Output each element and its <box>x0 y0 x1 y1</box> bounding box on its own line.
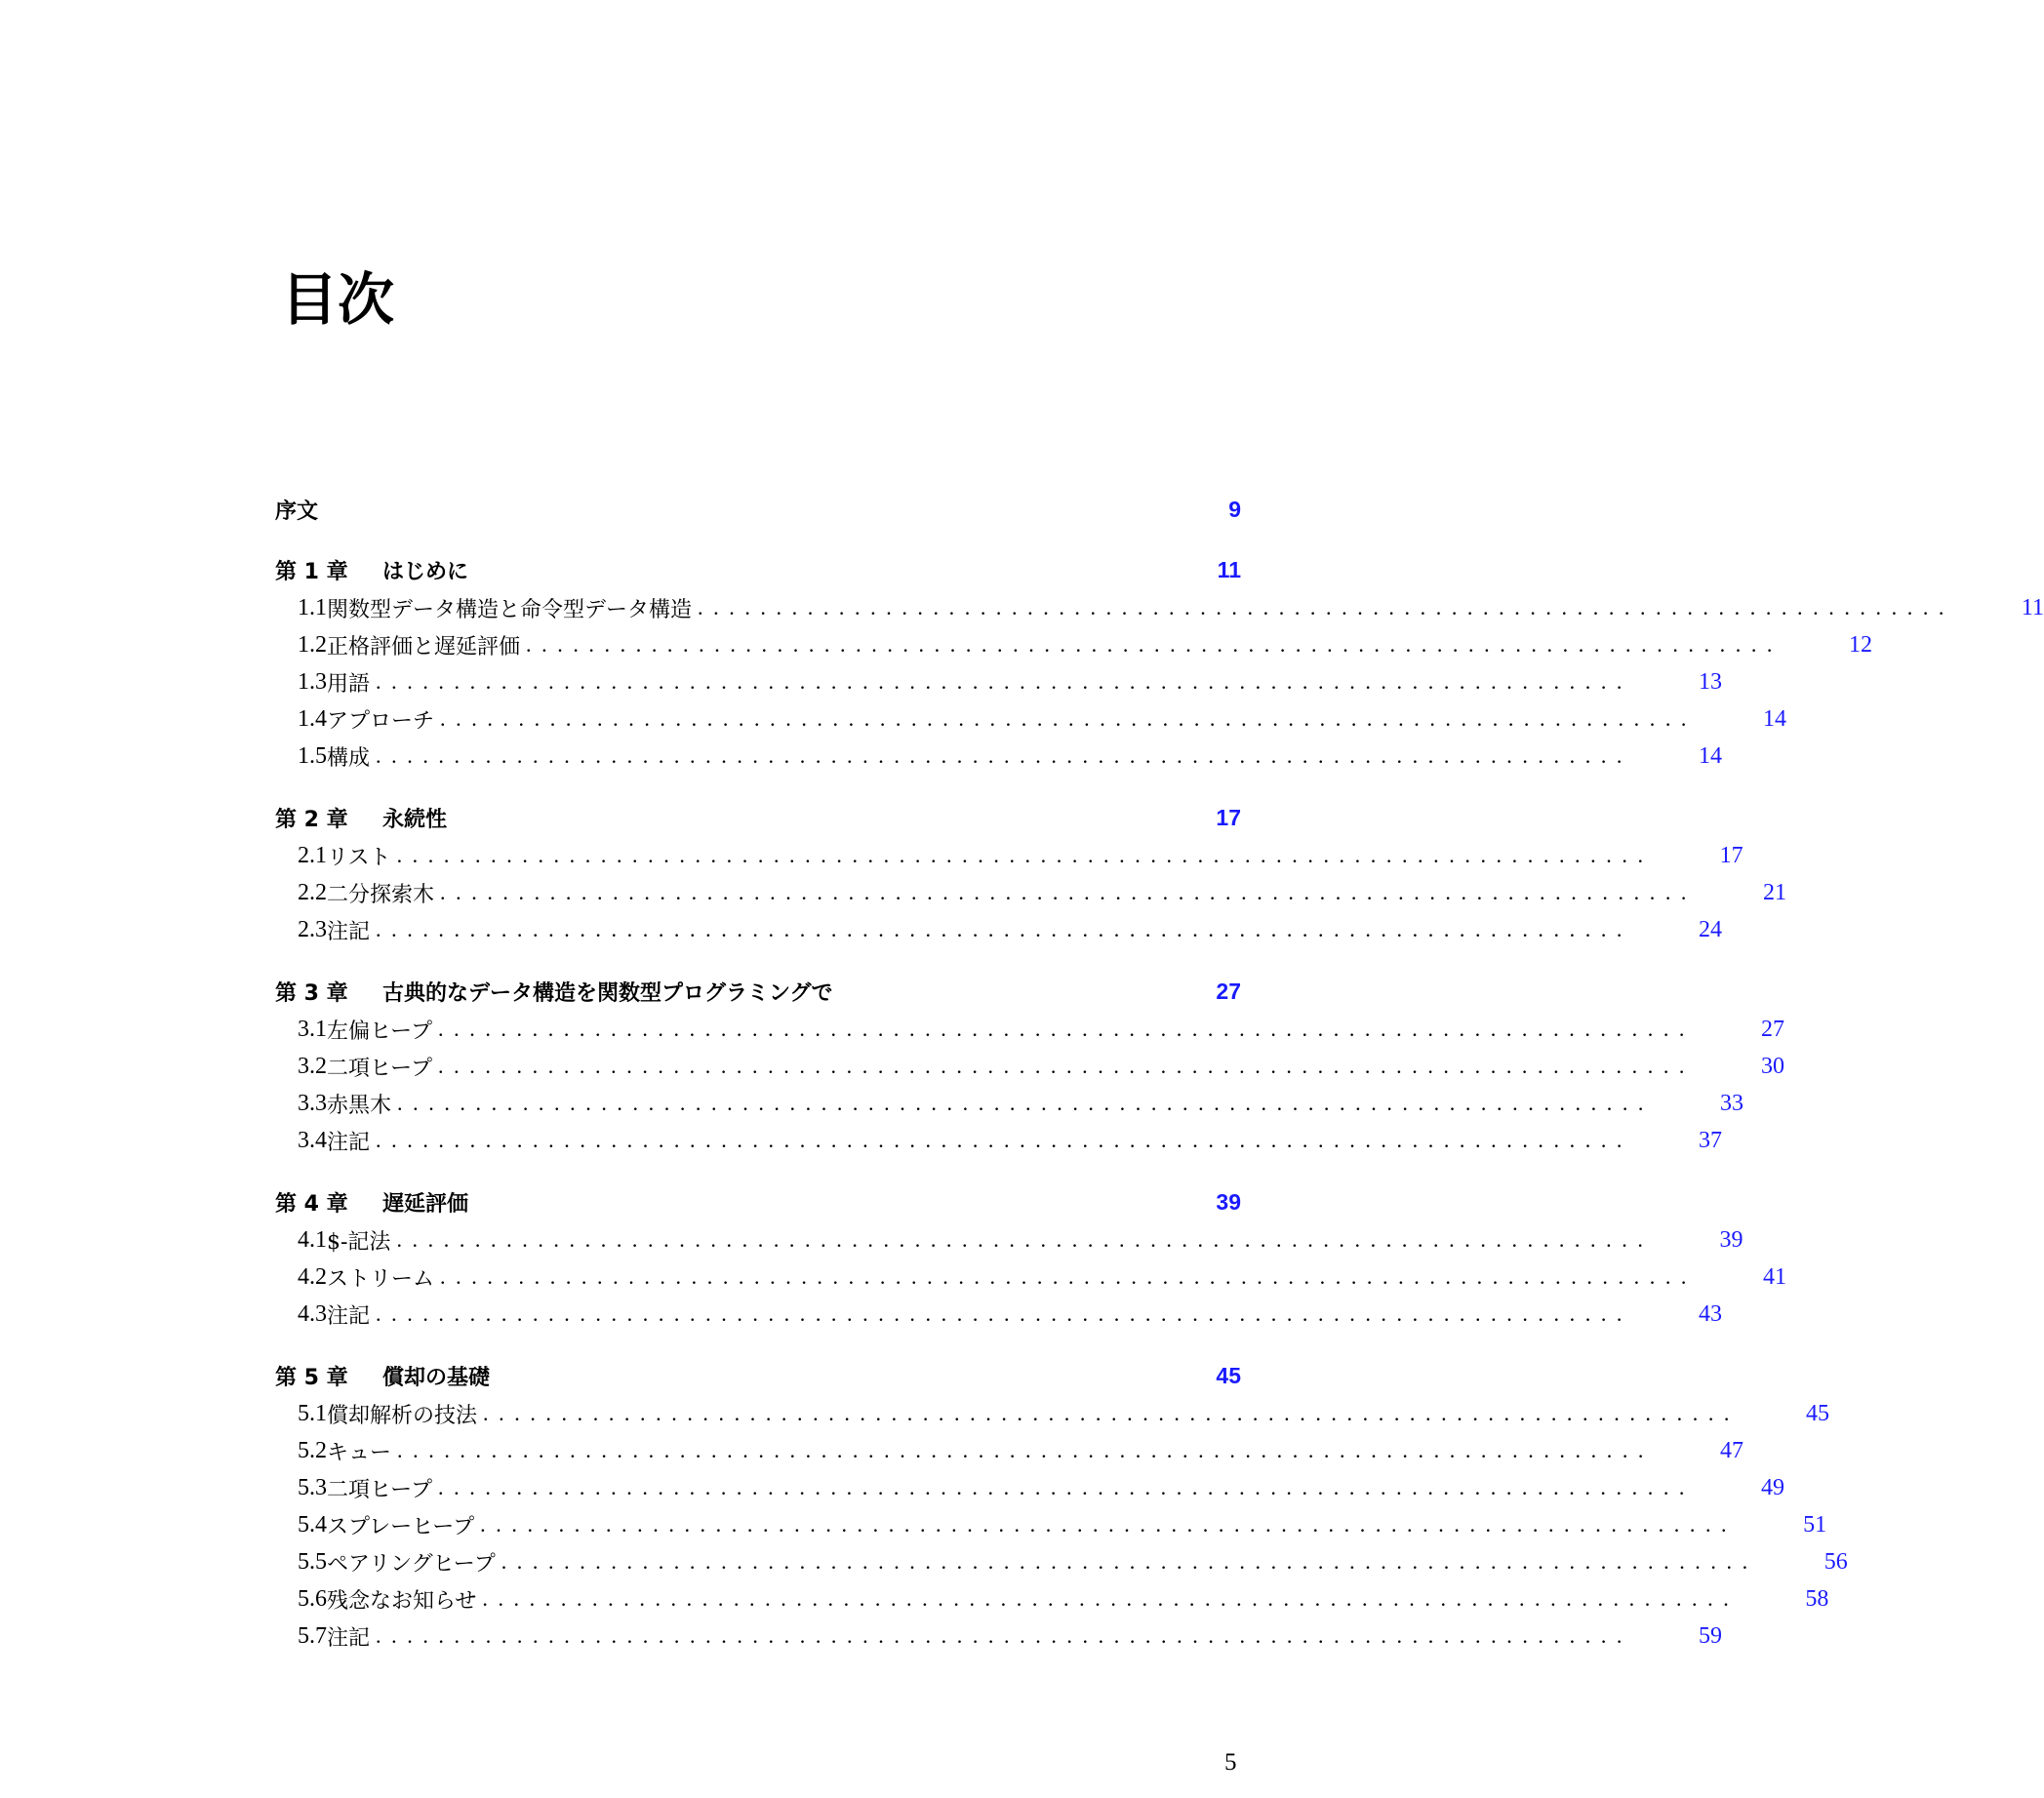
dot-leader: ................................................................................ <box>376 669 1633 694</box>
section-title: 注記 <box>327 1130 371 1155</box>
section-page-link[interactable]: 12 <box>1849 631 1873 658</box>
section-number: 3.1 <box>298 1016 327 1042</box>
section-number: 3.3 <box>298 1090 327 1116</box>
section-number: 1.3 <box>298 668 327 695</box>
toc-chapter-entry[interactable] <box>275 1356 1241 1395</box>
dot-leader: ................................................................................ <box>376 1128 1633 1152</box>
section-title: 用語 <box>327 671 371 697</box>
toc-section-entry[interactable] <box>275 1258 1787 1297</box>
toc-section-entry[interactable] <box>275 1047 1785 1086</box>
toc-section-entry[interactable] <box>275 1579 1829 1618</box>
dot-leader: ................................................................................ <box>438 1017 1696 1041</box>
section-title: スプレーヒープ <box>327 1514 475 1539</box>
chapter-page-link[interactable]: 45 <box>1216 1362 1241 1388</box>
section-number: 2.3 <box>298 916 327 942</box>
toc-section-entry[interactable] <box>275 1542 1848 1581</box>
section-number: 5.4 <box>298 1511 327 1538</box>
section-title: 正格評価と遅延評価 <box>327 634 521 659</box>
section-page-link[interactable]: 30 <box>1761 1053 1785 1079</box>
section-title: 償却解析の技法 <box>327 1403 478 1428</box>
section-page-link[interactable]: 49 <box>1761 1474 1785 1500</box>
section-title: 赤黒木 <box>327 1093 392 1118</box>
section-page-link[interactable]: 47 <box>1720 1437 1744 1463</box>
section-number: 2.1 <box>298 842 327 868</box>
section-title: $-記法 <box>327 1229 391 1255</box>
section-page-link[interactable]: 17 <box>1719 842 1743 868</box>
section-number: 5.5 <box>298 1548 327 1575</box>
toc-section-entry[interactable] <box>275 873 1787 912</box>
dot-leader: ................................................................................ <box>396 843 1654 867</box>
section-number: 5.3 <box>298 1474 327 1500</box>
preface-page-link[interactable]: 9 <box>1228 496 1241 522</box>
dot-leader: ................................................................................ <box>376 1623 1633 1648</box>
dot-leader: ................................................................................ <box>397 1438 1655 1462</box>
dot-leader: ................................................................................ <box>480 1512 1738 1537</box>
chapter-title: 古典的なデータ構造を関数型プログラミングで <box>382 980 833 1006</box>
dot-leader: ................................................................................ <box>440 1264 1698 1289</box>
chapter-title: 遅延評価 <box>382 1191 469 1217</box>
section-page-link[interactable]: 24 <box>1699 916 1723 942</box>
section-title: アプローチ <box>327 708 435 734</box>
toc-section-entry[interactable] <box>275 1617 1723 1656</box>
chapter-number: 第 2 章 <box>275 807 348 832</box>
section-title: 構成 <box>327 745 371 771</box>
section-title: 左偏ヒープ <box>327 1019 433 1044</box>
section-title: 二項ヒープ <box>327 1477 433 1502</box>
section-number: 1.1 <box>298 594 327 620</box>
dot-leader: ................................................................................ <box>526 632 1783 657</box>
section-page-link[interactable]: 37 <box>1699 1127 1723 1153</box>
section-number: 2.2 <box>298 879 327 905</box>
section-number: 5.7 <box>298 1622 327 1649</box>
section-page-link[interactable]: 51 <box>1803 1511 1827 1538</box>
section-page-link[interactable]: 45 <box>1806 1400 1830 1426</box>
section-page-link[interactable]: 27 <box>1761 1016 1785 1042</box>
section-number: 5.6 <box>298 1585 327 1612</box>
toc-chapter-entry[interactable] <box>275 972 1241 1011</box>
section-title: 二分探索木 <box>327 882 435 907</box>
section-title: ストリーム <box>327 1266 435 1292</box>
toc-section-entry[interactable] <box>275 1010 1785 1049</box>
toc-section-entry[interactable] <box>275 1468 1785 1507</box>
section-title: 注記 <box>327 1625 371 1651</box>
section-title: リスト <box>327 845 391 870</box>
section-page-link[interactable]: 39 <box>1719 1226 1743 1253</box>
section-number: 1.2 <box>298 631 327 658</box>
section-page-link[interactable]: 33 <box>1720 1090 1744 1116</box>
toc-section-entry[interactable] <box>275 836 1743 875</box>
toc-section-entry[interactable] <box>275 1505 1827 1544</box>
section-title: 注記 <box>327 919 371 944</box>
toc-section-entry[interactable] <box>275 1394 1830 1433</box>
chapter-title: はじめに <box>382 559 469 584</box>
toc-section-entry[interactable] <box>275 910 1723 949</box>
section-title: 注記 <box>327 1303 371 1329</box>
dot-leader: ................................................................................ <box>376 917 1633 941</box>
section-number: 4.1 <box>298 1226 327 1253</box>
preface-title: 序文 <box>275 499 319 524</box>
dot-leader: ................................................................................ <box>483 1401 1741 1425</box>
dot-leader: ................................................................................ <box>482 1586 1740 1611</box>
section-number: 4.2 <box>298 1263 327 1290</box>
toc-section-entry[interactable] <box>275 737 1723 776</box>
dot-leader: ................................................................................ <box>501 1549 1758 1574</box>
section-page-link[interactable]: 11 <box>2021 594 2044 620</box>
section-title: 二項ヒープ <box>327 1056 433 1081</box>
toc-section-entry[interactable] <box>275 1431 1744 1470</box>
chapter-number: 第 3 章 <box>275 980 348 1006</box>
toc-section-entry[interactable] <box>275 1121 1723 1160</box>
section-page-link[interactable]: 41 <box>1763 1263 1787 1290</box>
section-page-link[interactable]: 14 <box>1763 705 1787 732</box>
section-number: 3.2 <box>298 1053 327 1079</box>
section-number: 3.4 <box>298 1127 327 1153</box>
chapter-page-link[interactable]: 11 <box>1217 556 1241 582</box>
toc-chapter-entry[interactable] <box>275 550 1241 589</box>
toc-chapter-entry[interactable] <box>275 798 1241 837</box>
dot-leader: ................................................................................ <box>376 743 1633 768</box>
section-page-link[interactable]: 13 <box>1699 668 1723 695</box>
chapter-title: 償却の基礎 <box>382 1365 491 1390</box>
toc-section-entry[interactable] <box>275 699 1787 739</box>
section-number: 5.1 <box>298 1400 327 1426</box>
dot-leader: ................................................................................ <box>440 706 1698 731</box>
section-page-link[interactable]: 56 <box>1824 1548 1848 1575</box>
dot-leader: ................................................................................ <box>376 1301 1633 1326</box>
chapter-number: 第 1 章 <box>275 559 348 584</box>
chapter-title: 永続性 <box>382 807 448 832</box>
toc-section-entry[interactable] <box>275 1084 1744 1123</box>
section-title: ペアリングヒープ <box>327 1551 496 1577</box>
section-page-link[interactable]: 14 <box>1699 742 1723 769</box>
toc-preface-entry[interactable] <box>275 490 1241 529</box>
dot-leader: ................................................................................ <box>698 595 1955 619</box>
toc-section-entry[interactable] <box>275 662 1723 701</box>
dot-leader: ................................................................................ <box>397 1091 1655 1115</box>
chapter-page-link[interactable]: 27 <box>1216 978 1241 1004</box>
section-page-link[interactable]: 58 <box>1805 1585 1829 1612</box>
toc-section-entry[interactable] <box>275 588 2044 627</box>
page-title: 目次 <box>281 266 395 333</box>
section-title: キュー <box>327 1440 392 1465</box>
toc-section-entry[interactable] <box>275 625 1873 664</box>
toc-chapter-entry[interactable] <box>275 1182 1241 1221</box>
toc-section-entry[interactable] <box>275 1220 1743 1259</box>
dot-leader: ................................................................................ <box>396 1227 1654 1252</box>
section-number: 4.3 <box>298 1300 327 1327</box>
chapter-page-link[interactable]: 39 <box>1216 1188 1241 1215</box>
section-number: 1.4 <box>298 705 327 732</box>
chapter-number: 第 4 章 <box>275 1191 348 1217</box>
section-number: 1.5 <box>298 742 327 769</box>
section-page-link[interactable]: 43 <box>1699 1300 1723 1327</box>
section-title: 関数型データ構造と命令型データ構造 <box>327 597 693 622</box>
section-page-link[interactable]: 21 <box>1763 879 1787 905</box>
dot-leader: ................................................................................ <box>438 1475 1696 1499</box>
chapter-number: 第 5 章 <box>275 1365 348 1390</box>
chapter-page-link[interactable]: 17 <box>1216 804 1241 830</box>
dot-leader: ................................................................................ <box>438 1054 1696 1078</box>
page-number: 5 <box>1224 1749 1237 1776</box>
section-title: 残念なお知らせ <box>327 1588 477 1614</box>
section-number: 5.2 <box>298 1437 327 1463</box>
section-page-link[interactable]: 59 <box>1699 1622 1723 1649</box>
dot-leader: ................................................................................ <box>440 880 1698 904</box>
toc-section-entry[interactable] <box>275 1295 1723 1334</box>
